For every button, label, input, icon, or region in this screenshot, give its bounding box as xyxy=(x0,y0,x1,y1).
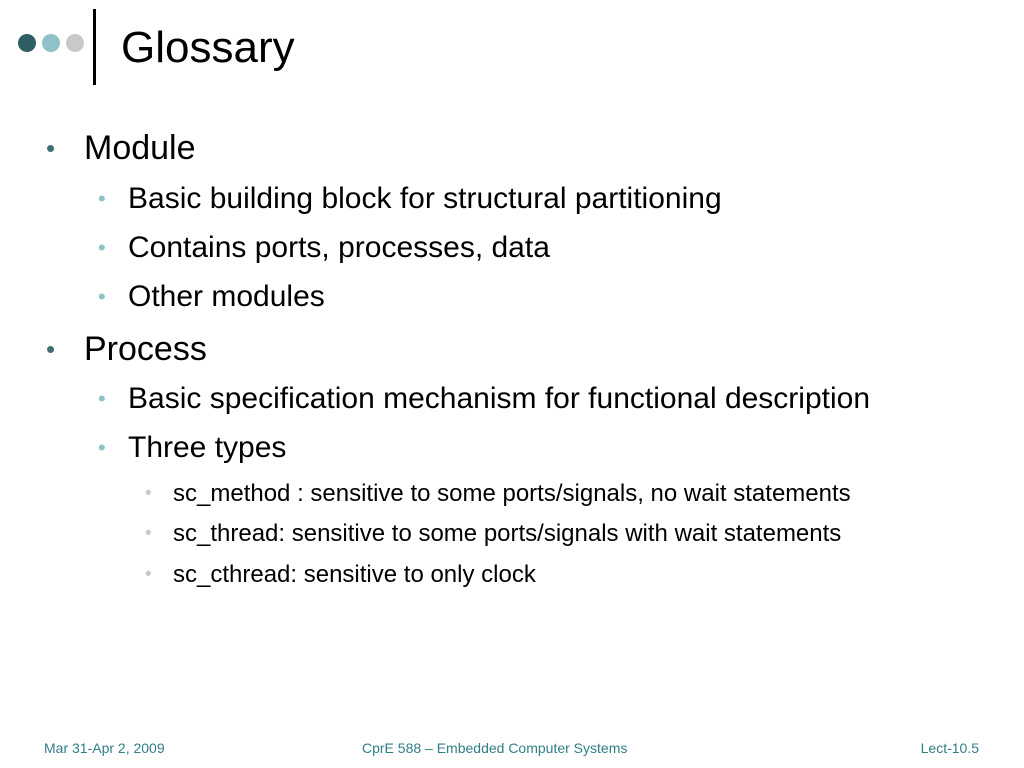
bullet-icon: • xyxy=(98,235,106,260)
list-item-text: sc_thread: sensitive to some ports/signals with wait statements xyxy=(173,520,842,547)
list-item xyxy=(46,128,196,168)
bullet-icon: • xyxy=(145,564,152,585)
slide-title: Glossary xyxy=(121,23,295,72)
bullet-icon: • xyxy=(98,284,106,309)
list-item xyxy=(98,181,722,217)
dark-dot-icon xyxy=(18,34,36,52)
list-item-text: Process xyxy=(84,330,207,368)
list-item-text: Other modules xyxy=(128,280,325,313)
footer-course: CprE 588 – Embedded Computer Systems xyxy=(362,740,628,756)
list-item xyxy=(46,329,207,369)
list-item xyxy=(98,230,550,266)
footer-lecture: Lect-10.5 xyxy=(920,740,979,756)
list-item xyxy=(145,519,842,549)
list-item xyxy=(98,279,325,315)
bullet-icon: • xyxy=(98,435,106,460)
grey-dot-icon xyxy=(66,34,84,52)
list-item-text: sc_cthread: sensitive to only clock xyxy=(173,561,536,588)
bullet-icon: • xyxy=(145,523,152,544)
list-item-text: Basic specification mechanism for functional description xyxy=(128,382,871,415)
list-item-text: Basic building block for structural partitioning xyxy=(128,182,722,215)
title-divider xyxy=(93,9,96,85)
bullet-icon: • xyxy=(145,483,152,504)
light-dot-icon xyxy=(42,34,60,52)
list-item xyxy=(145,560,536,590)
list-item-text: Three types xyxy=(128,431,287,464)
bullet-icon: • xyxy=(98,386,106,411)
decorative-dots xyxy=(18,33,90,53)
list-item-text: sc_method : sensitive to some ports/signals, no wait statements xyxy=(173,480,851,507)
list-item-text: Module xyxy=(84,129,196,167)
list-item xyxy=(98,381,871,417)
bullet-icon: • xyxy=(98,186,106,211)
list-item xyxy=(98,430,287,466)
bullet-icon: • xyxy=(46,133,56,163)
list-item xyxy=(145,479,851,509)
list-item-text: Contains ports, processes, data xyxy=(128,231,550,264)
bullet-icon: • xyxy=(46,334,56,364)
footer-date: Mar 31-Apr 2, 2009 xyxy=(44,740,165,756)
